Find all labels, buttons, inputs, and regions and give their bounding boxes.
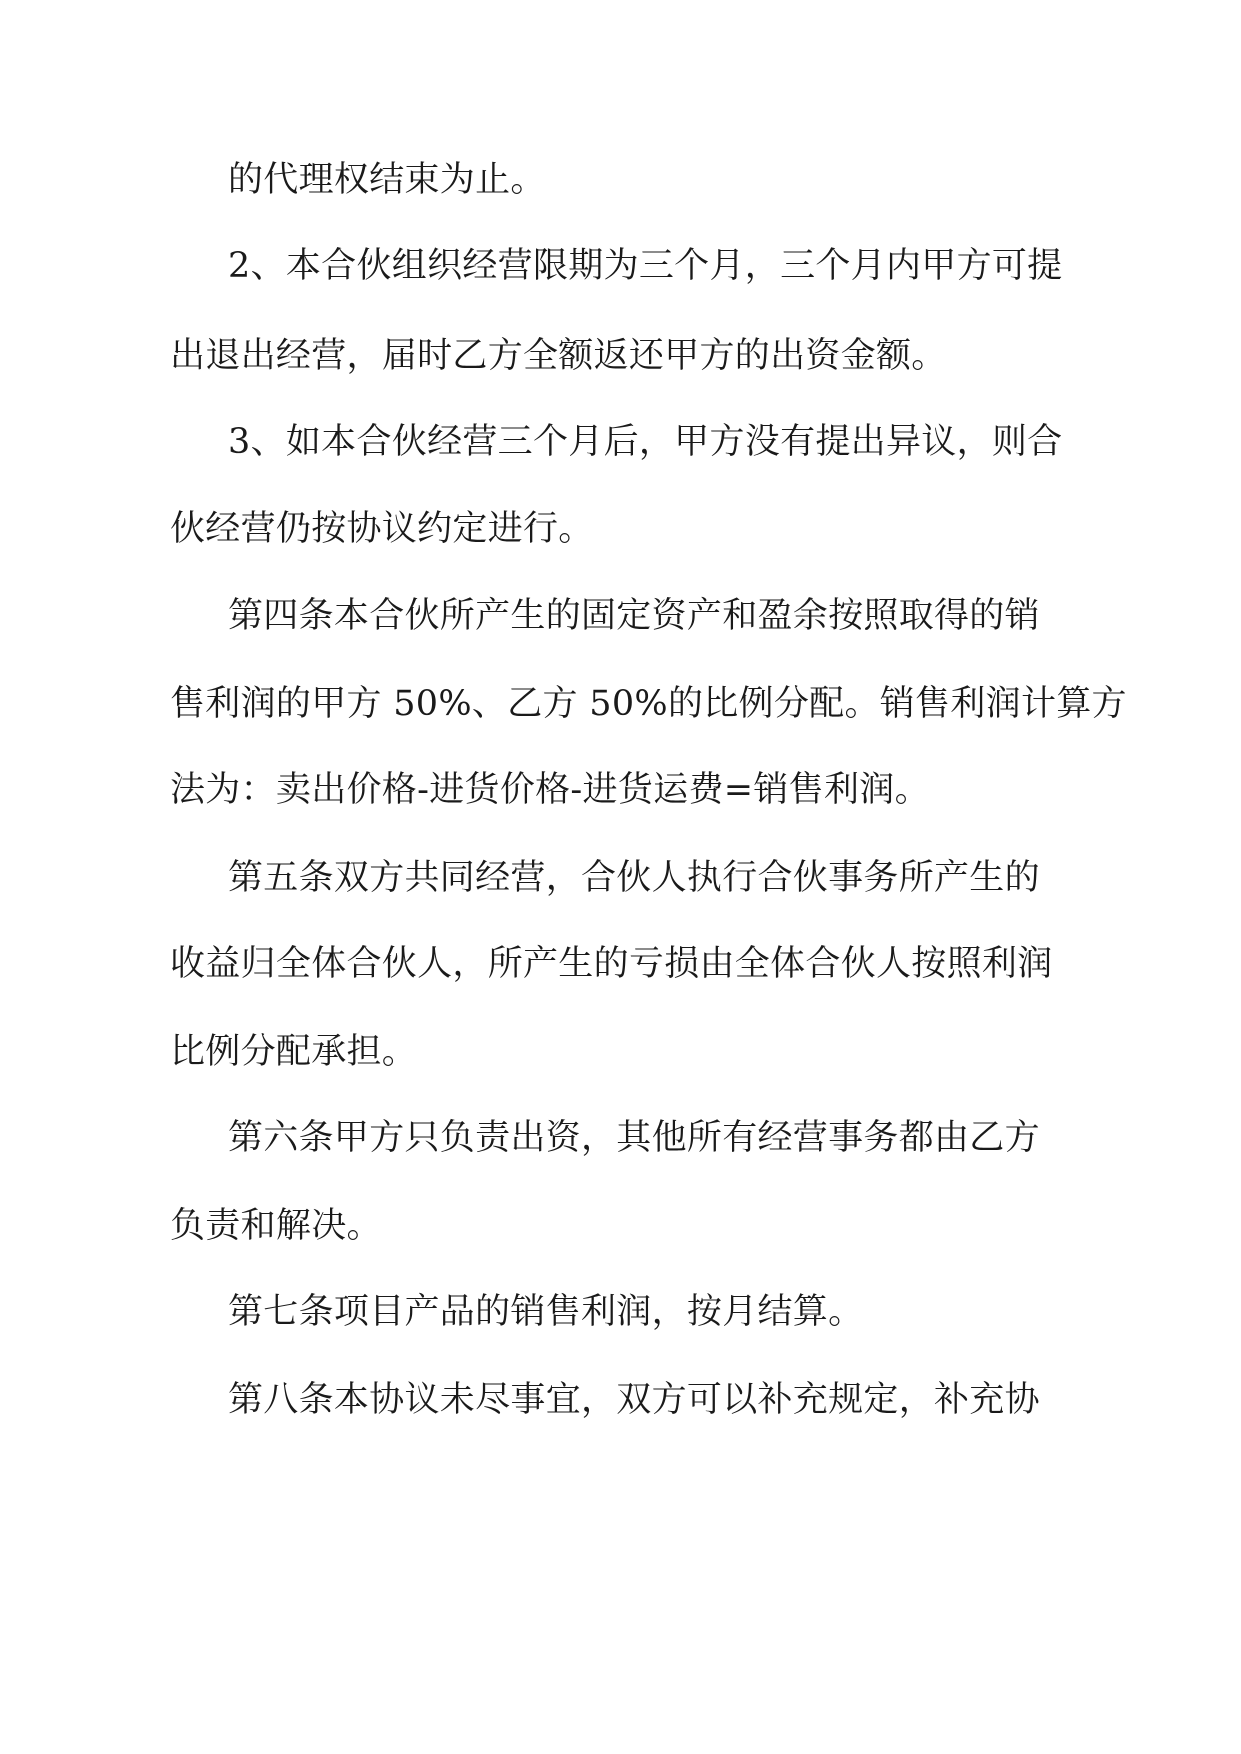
text-line: 第七条项目产品的销售利润，按月结算。	[228, 1292, 864, 1332]
text-line: 2、本合伙组织经营限期为三个月，三个月内甲方可提	[228, 246, 1063, 286]
text-line: 3、如本合伙经营三个月后，甲方没有提出异议，则合	[228, 422, 1063, 462]
text-line: 售利润的甲方 50%、乙方 50%的比例分配。销售利润计算方	[170, 684, 1127, 724]
text-line: 第六条甲方只负责出资，其他所有经营事务都由乙方	[228, 1118, 1040, 1158]
text-line: 第五条双方共同经营，合伙人执行合伙事务所产生的	[228, 858, 1040, 898]
text-line: 的代理权结束为止。	[228, 160, 546, 200]
text-line: 第八条本协议未尽事宜，双方可以补充规定，补充协	[228, 1380, 1040, 1420]
text-line: 出退出经营，届时乙方全额返还甲方的出资金额。	[170, 336, 947, 376]
text-line: 负责和解决。	[170, 1206, 382, 1246]
text-line: 伙经营仍按协议约定进行。	[170, 509, 594, 549]
text-line: 收益归全体合伙人，所产生的亏损由全体合伙人按照利润	[170, 944, 1053, 984]
text-line: 第四条本合伙所产生的固定资产和盈余按照取得的销	[228, 596, 1040, 636]
text-line: 比例分配承担。	[170, 1032, 418, 1072]
text-line: 法为：卖出价格-进货价格-进货运费=销售利润。	[170, 770, 930, 810]
